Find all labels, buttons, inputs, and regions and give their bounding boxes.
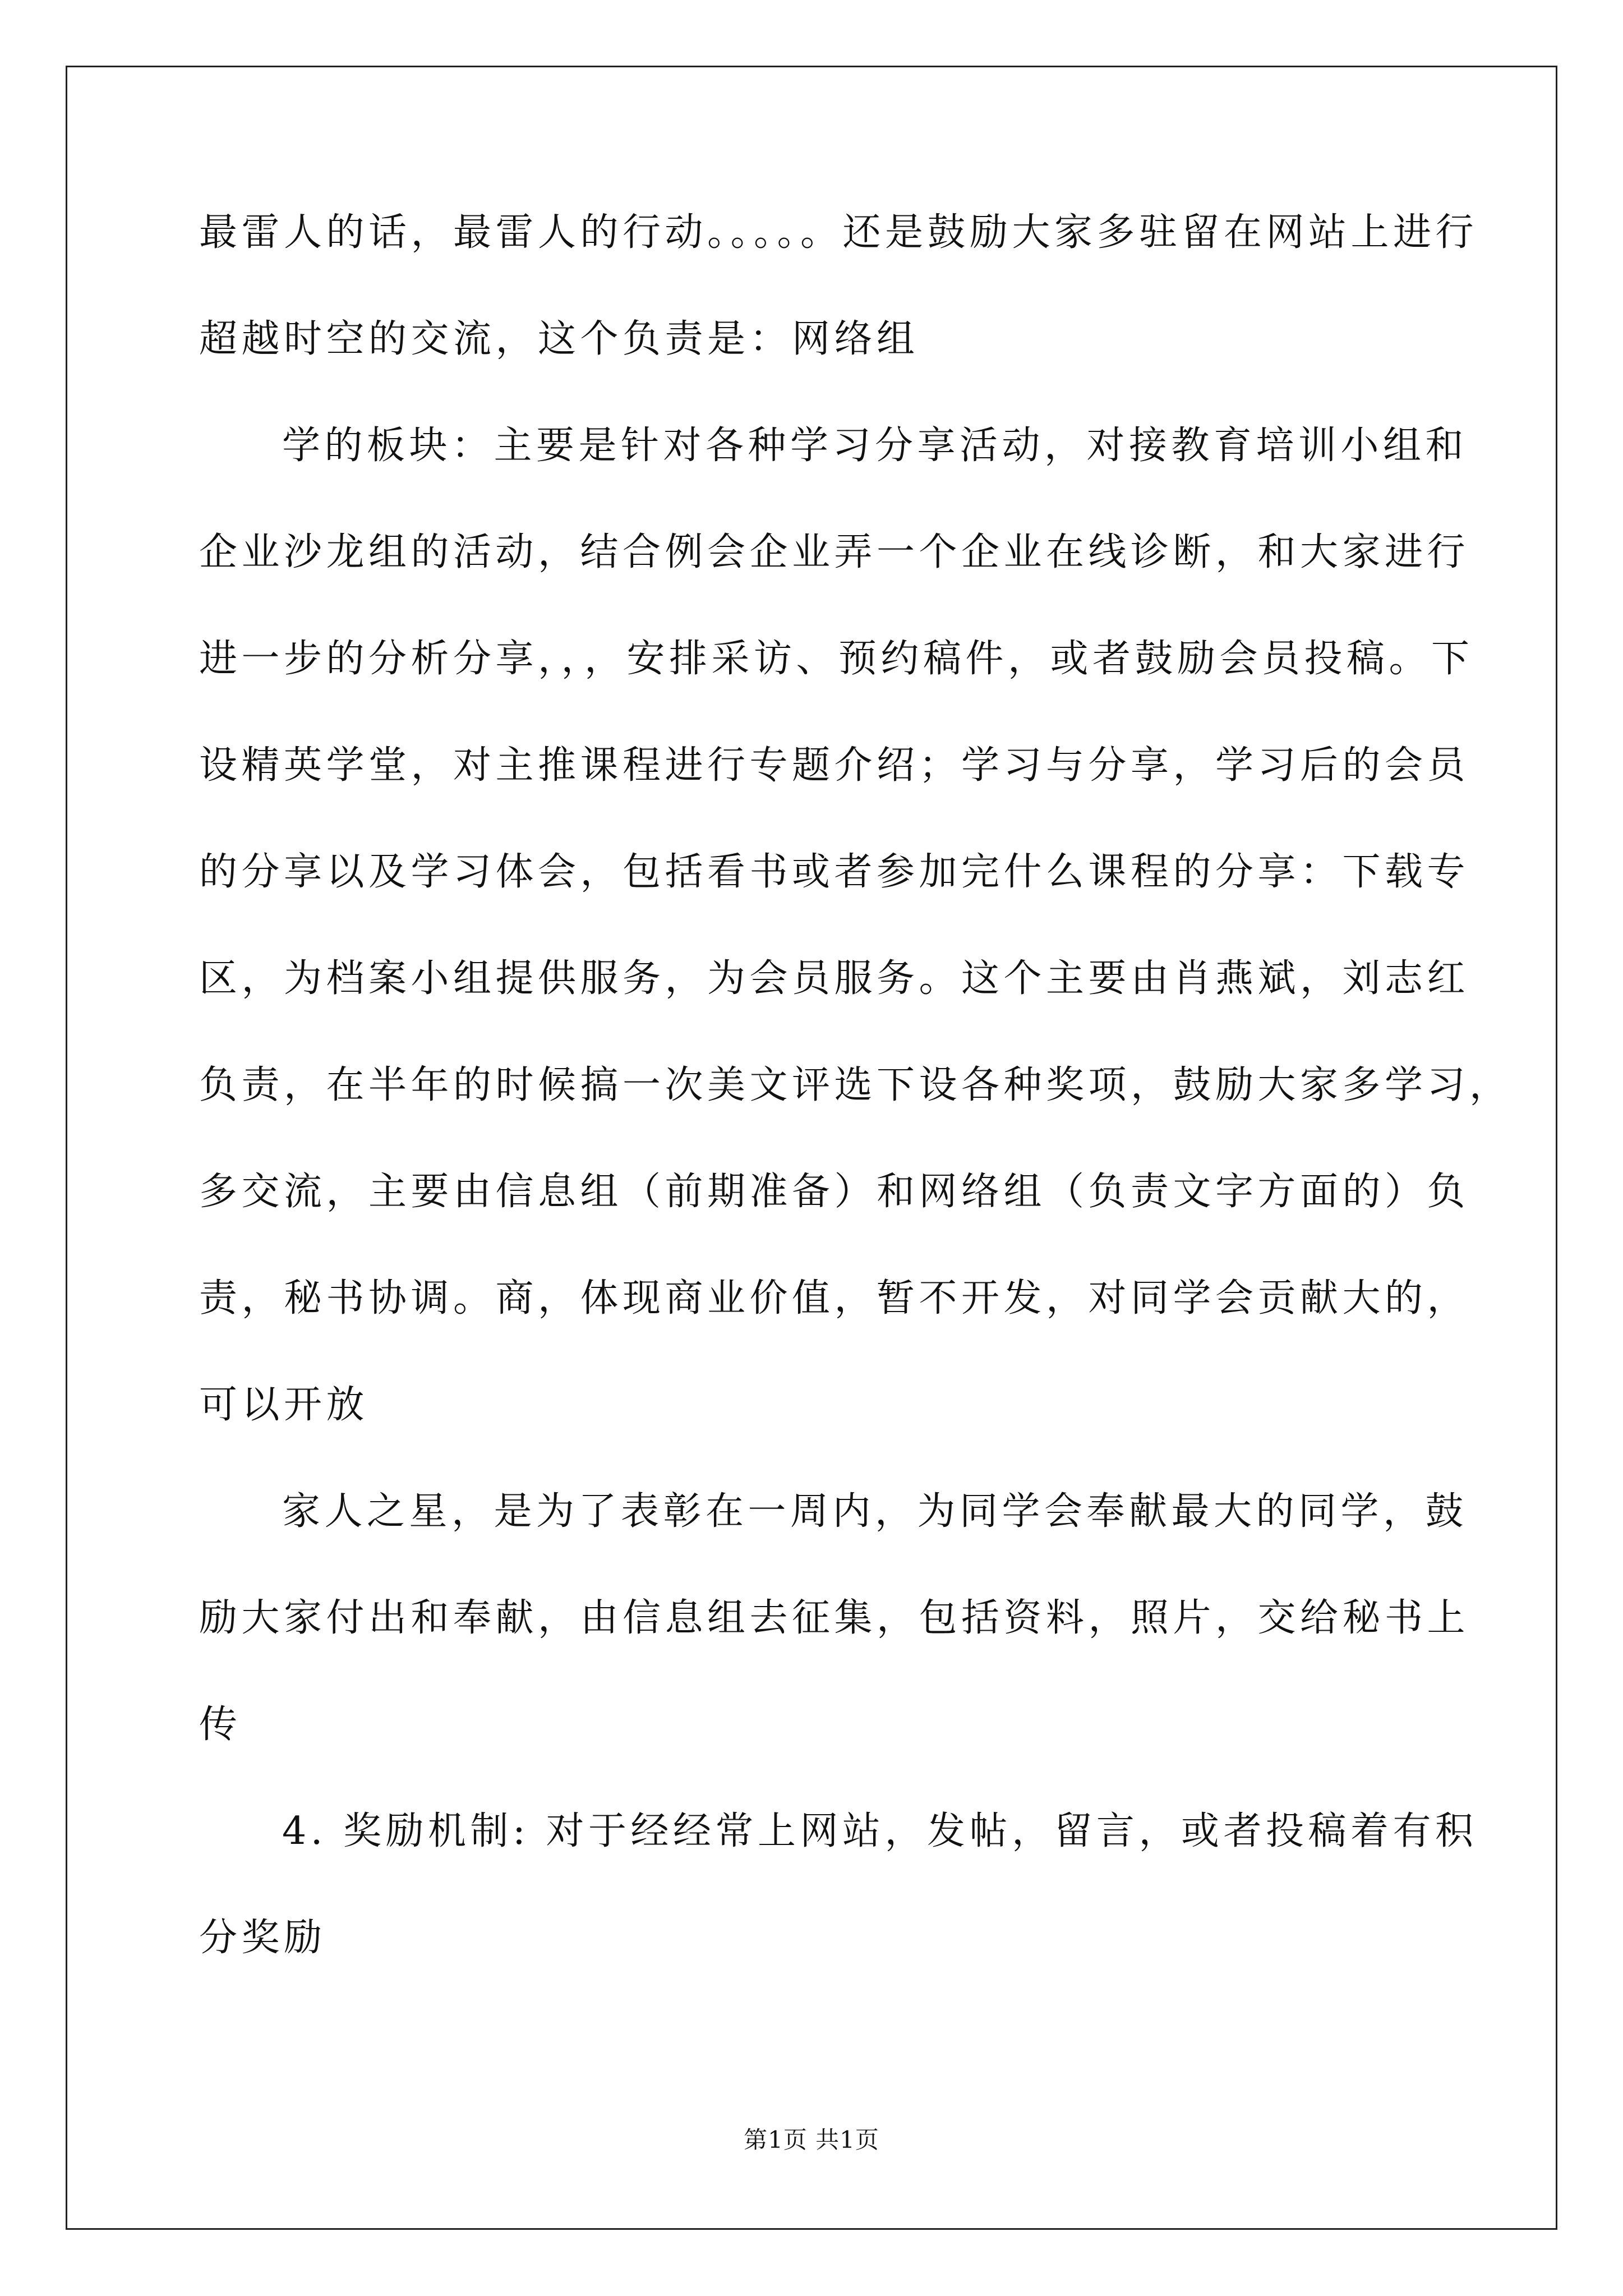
text-line-12: 可以开放 <box>199 1383 369 1427</box>
text-line-15: 传 <box>199 1703 242 1747</box>
text-line-7: 的分享以及学习体会，包括看书或者参加完什么课程的分享：下载专 <box>199 850 1470 894</box>
text-line-2: 超越时空的交流，这个负责是：网络组 <box>199 317 919 361</box>
text-line-10: 多交流，主要由信息组（前期准备）和网络组（负责文字方面的）负 <box>199 1170 1470 1214</box>
text-line-5: 进一步的分析分享，，，安排采访、预约稿件，或者鼓励会员投稿。下 <box>199 637 1474 681</box>
page-border <box>66 66 1557 2230</box>
text-line-8: 区，为档案小组提供服务，为会员服务。这个主要由肖燕斌，刘志红 <box>199 956 1470 1001</box>
page-number-footer: 第1页 共1页 <box>744 2126 879 2154</box>
text-line-9: 负责，在半年的时候搞一次美文评选下设各种奖项，鼓励大家多学习， <box>199 1063 1512 1107</box>
text-line-4: 企业沙龙组的活动，结合例会企业弄一个企业在线诊断，和大家进行 <box>199 530 1470 574</box>
paragraph-start-reward-mechanism: 4. 奖励机制: 对于经经常上网站，发帖，留言，或者投稿着有积 <box>282 1809 1478 1853</box>
paragraph-start-family-star: 家人之星，是为了表彰在一周内，为同学会奉献最大的同学，鼓 <box>282 1489 1468 1534</box>
text-line-6: 设精英学堂，对主推课程进行专题介绍；学习与分享，学习后的会员 <box>199 743 1470 788</box>
text-line-1: 最雷人的话，最雷人的行动。。。。。还是鼓励大家多驻留在网站上进行 <box>199 210 1478 255</box>
text-line-11: 责，秘书协调。商，体现商业价值，暂不开发，对同学会贡献大的， <box>199 1276 1470 1320</box>
text-line-14: 励大家付出和奉献，由信息组去征集，包括资料，照片，交给秘书上 <box>199 1596 1470 1640</box>
text-line-17: 分奖励 <box>199 1916 326 1960</box>
paragraph-start-learning-section: 学的板块：主要是针对各种学习分享活动，对接教育培训小组和 <box>282 424 1468 468</box>
